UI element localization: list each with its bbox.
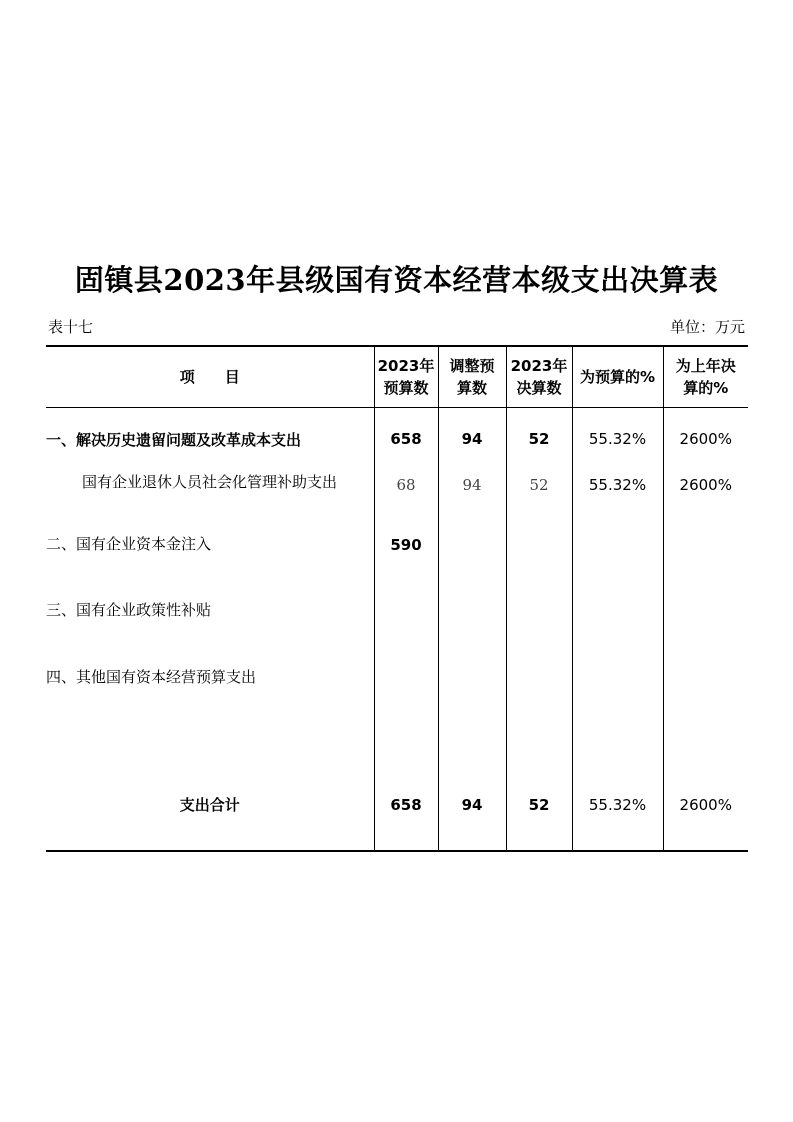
table-row <box>46 596 748 663</box>
total-item: 支出合计 <box>46 760 374 851</box>
row-item: 国有企业退休人员社会化管理补助支出 <box>46 468 374 530</box>
row-adjusted: 94 <box>438 468 506 530</box>
header-pct-budget: 为预算的% <box>572 346 663 408</box>
row-pct-budget <box>572 530 663 596</box>
header-final: 2023年 决算数 <box>506 346 572 408</box>
row-budget: 658 <box>374 408 438 468</box>
row-pct-budget: 55.32% <box>572 468 663 530</box>
table-row <box>46 663 748 760</box>
total-budget: 658 <box>374 760 438 851</box>
table-total-row <box>46 760 748 851</box>
header-adjusted: 调整预 算数 <box>438 346 506 408</box>
total-adjusted: 94 <box>438 760 506 851</box>
row-adjusted <box>438 530 506 596</box>
row-final: 52 <box>506 468 572 530</box>
row-final <box>506 530 572 596</box>
page-title: 固镇县2023年县级国有资本经营本级支出决算表 <box>74 263 719 297</box>
header-pct-last: 为上年决 算的% <box>663 346 748 408</box>
total-pct-budget: 55.32% <box>572 760 663 851</box>
row-pct-last <box>663 530 748 596</box>
row-item: 三、国有企业政策性补贴 <box>46 596 374 663</box>
total-final: 52 <box>506 760 572 851</box>
total-pct-last: 2600% <box>663 760 748 851</box>
row-pct-budget: 55.32% <box>572 408 663 468</box>
row-budget <box>374 663 438 760</box>
row-final <box>506 663 572 760</box>
row-final <box>506 596 572 663</box>
row-budget: 68 <box>374 468 438 530</box>
unit-label: 单位：万元 <box>669 318 745 336</box>
table-row <box>46 530 748 596</box>
row-pct-last <box>663 596 748 663</box>
row-pct-budget <box>572 596 663 663</box>
row-item: 四、其他国有资本经营预算支出 <box>46 663 374 760</box>
header-item: 项 目 <box>46 346 374 408</box>
row-final: 52 <box>506 408 572 468</box>
row-adjusted: 94 <box>438 408 506 468</box>
row-item: 一、解决历史遗留问题及改革成本支出 <box>46 408 374 468</box>
row-budget <box>374 596 438 663</box>
row-pct-last: 2600% <box>679 475 732 494</box>
table-row <box>46 468 748 530</box>
header-budget: 2023年 预算数 <box>374 346 438 408</box>
row-pct-last: 2600% <box>679 430 732 448</box>
row-adjusted <box>438 596 506 663</box>
row-pct-budget <box>572 663 663 760</box>
expenditure-table <box>46 345 748 852</box>
table-number: 表十七 <box>48 318 94 336</box>
row-item: 二、国有企业资本金注入 <box>46 530 374 596</box>
row-adjusted <box>438 663 506 760</box>
table-row <box>46 408 748 468</box>
row-budget: 590 <box>374 530 438 596</box>
row-pct-last <box>663 663 748 760</box>
table-header-row <box>46 346 748 408</box>
